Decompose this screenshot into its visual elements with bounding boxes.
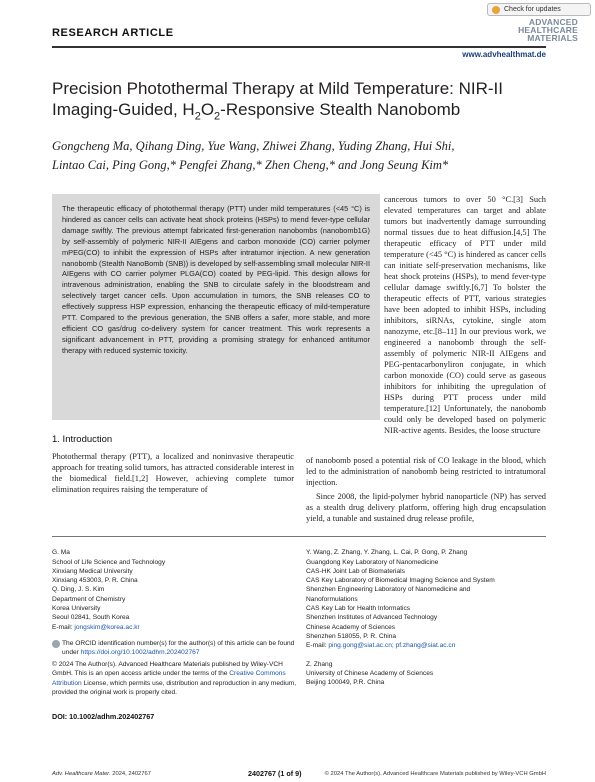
affiliation-email-line [52, 623, 292, 632]
header-divider [52, 46, 546, 48]
copyright-text: License, which permits use, distribution and reproduction in any medium, provided the original work is properly cited. [52, 679, 297, 696]
affiliation-block-left [52, 539, 292, 641]
body-paragraph: of nanobomb posed a potential risk of CO leakage in the blood, which led to the administration of nanobomb being restricted to intratumoral injection. [306, 456, 546, 487]
section-heading: 1. Introduction [52, 434, 113, 445]
author-line: Gongcheng Ma, Qihang Ding, Yue Wang, Zhiwei Zhang, Yuding Zhang, Hui Shi, [52, 139, 455, 153]
license-link[interactable]: Creative Commons Attribution [52, 670, 286, 687]
title-line [52, 99, 552, 127]
title-subscript: 2 [214, 110, 221, 123]
email-label: E-mail: [306, 642, 329, 650]
body-paragraph: Photothermal therapy (PTT), a localized and noninvasive therapeutic approach for treating solid tumors, has attracted considerable interest in the biomedical field.[1,2] However, achieving complete tumor elimination requires raising the temperature of [52, 452, 294, 494]
orcid-link[interactable]: https://doi.org/10.1002/adhm.202402767 [80, 649, 200, 657]
journal-logo-line: HEALTHCARE [518, 25, 578, 35]
check-for-updates-button[interactable] [487, 3, 591, 16]
doi-line: DOI: 10.1002/adhm.202402767 [52, 712, 155, 721]
title-subscript: 2 [194, 110, 201, 123]
email-label: E-mail: [52, 623, 75, 631]
title-text: Imaging-Guided, H [52, 100, 195, 119]
orcid-text: The ORCID identification number(s) for the author(s) of this article can be found under [62, 640, 295, 657]
email-link[interactable]: jongskim@korea.ac.kr [74, 623, 140, 631]
affiliation-text: Y. Wang, Z. Zhang, Y. Zhang, L. Cai, P. Gong, P. Zhang Guangdong Key Laboratory of Nanomedicine CAS-HK Joint Lab of Biomaterials CAS Key Laboratory of Biomedical Imaging Science and System Shenzhen Engineering Laboratory of Nanomedicine and Nanoformulations CAS Key Lab for Health Informatics Shenzhen Institutes of Advanced Technology Chinese Academy of Sciences Shenzhen 518055, P. R. China [306, 549, 495, 640]
email-link[interactable]: ping.gong@siat.ac.cn; pf.zhang@siat.ac.cn [328, 642, 456, 650]
section-label: RESEARCH ARTICLE [52, 27, 174, 39]
title-line: Precision Photothermal Therapy at Mild Temperature: NIR-II [52, 79, 504, 98]
affiliation-email-line [306, 641, 546, 650]
footer-page-number: 2402767 (1 of 9) [248, 769, 302, 778]
orcid-icon [52, 640, 60, 648]
update-badge-icon [492, 6, 500, 14]
article-title [52, 78, 552, 127]
body-paragraph: Since 2008, the lipid-polymer hybrid nanoparticle (NP) has served as a stealth drug delivery platform, offering high drug encapsulation yield, a tunable and sustained drug release profile, [306, 492, 546, 523]
copyright-note [52, 660, 298, 697]
orcid-note [62, 639, 298, 658]
journal-logo-line: MATERIALS [527, 33, 578, 43]
author-list [52, 137, 546, 175]
title-text: -Responsive Stealth Nanobomb [220, 100, 461, 119]
journal-logo [478, 18, 578, 42]
footer-journal-name: Adv. Healthcare Mater. [52, 771, 111, 777]
affiliation-divider [52, 536, 546, 537]
author-line: Lintao Cai, Ping Gong,* Pengfei Zhang,* Zhen Cheng,* and Jong Seung Kim* [52, 158, 449, 172]
journal-url-link[interactable]: www.advhealthmat.de [462, 50, 546, 59]
affiliation-block-right [306, 539, 546, 688]
footer-citation-rest: 2024, 2402767 [110, 771, 151, 777]
body-paragraph: cancerous tumors to over 50 °C.[3] Such elevated temperatures can target and ablate tumors but inadvertently damage surrounding normal tissues due to heat diffusion.[4,5] The therapeutic efficacy of PTT under mild temperature (<45 °C) is hindered as cancer cells can initiate self-preservation mechanisms, like heat shock proteins (HSPs), to mend fever-type cellular damage swiftly.[6,7] To bolster the therapeutic effects of PTT, various strategies have been adopted to inhibit HSPs, including inhibitors, siRNAs, cytokine, single atom nanozyme, etc.[8–11] In our previous work, we engineered a nanobomb through the self-assembly of polymeric NIR-II AIEgens and PEG-pentacarbonyliron conjugate, in which carbon monoxide (CO) could serve as gaseous inhibitors for inhibiting the upregulation of HSPs during PTT process under mild temperature.[12] Unfortunately, the nanobomb could only be developed based on polymeric NIR-active agents. Besides, the loose structure [384, 195, 546, 435]
check-updates-label: Check for updates [504, 6, 561, 13]
title-text: O [200, 100, 215, 119]
footer-copyright: © 2024 The Author(s). Advanced Healthcare Materials published by Wiley-VCH GmbH [324, 771, 546, 777]
affiliation-text: Z. Zhang University of Chinese Academy of Sciences Beijing 100049, P.R. China [306, 660, 434, 687]
abstract-box [52, 194, 380, 420]
footer-citation [52, 771, 151, 777]
affiliation-text: G. Ma School of Life Science and Technology Xinxiang Medical University Xinxiang 453003, P. R. China Q. Ding, J. S. Kim Department of Chemistry Korea University Seoul 02841, South Korea [52, 549, 166, 622]
copyright-text: © 2024 The Author(s). Advanced Healthcare Materials published by Wiley-VCH GmbH. This is an open access article under the terms of the [52, 661, 283, 678]
journal-logo-line: ADVANCED [528, 17, 578, 27]
abstract-text: The therapeutic efficacy of photothermal therapy (PTT) under mild temperatures (<45 °C) is hindered as cancer cells can activate heat shock proteins (HSPs) to mend fever-type cellular damage swiftly. The previous attempt fabricated first-generation nanobombs (nanobomb1G) by self-assembly of polymeric NIR-II AIEgens and carbon monoxide (CO) carrier polymer mPEG(CO) to inhibit the expression of HSPs after intratumor injection. A new generation nanobomb (Stealth NanoBomb (SNB)) is developed by self-assembling small molecular NIR-II AIEgens with CO carrier polymer PLGA(CO) coated by PEG-lipid. This design allows for intravenous administration, enabling the SNB to circulate safely in the bloodstream and selectively target cancer cells. Upon accumulation in tumors, the SNB releases CO to effectively suppress HSP expression, enhancing the therapeutic efficacy of mild-temperature PTT. Compared to the previous generation, the SNB offers a safer, more stable, and more efficient CO gas/drug co-delivery system for cancer treatment. This work represents a significant advancement in PTT, providing a promising strategy for enhanced antitumor therapy with reduced systemic toxicity. [62, 204, 370, 355]
